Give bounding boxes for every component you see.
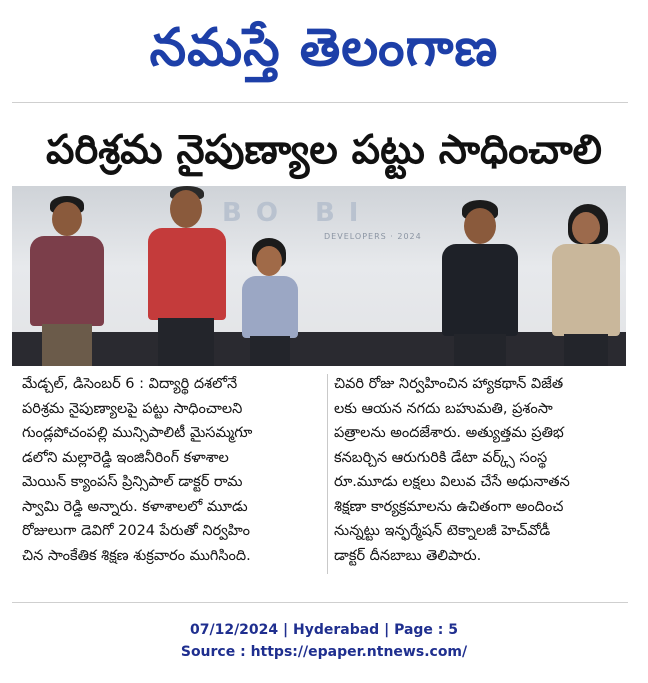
person-figure	[234, 238, 304, 366]
article-line: నున్నట్టు ఇన్ఫర్మేషన్ టెక్నాలజీ హెచ్‌వోడీ	[334, 523, 551, 539]
article-line: కనబర్చిన ఆరుగురికి డేటా వర్క్స్ సంస్థ	[334, 449, 548, 466]
footer-meta: 07/12/2024 | Hyderabad | Page : 5	[189, 622, 459, 638]
newspaper-name: నమస్తే తెలంగాణ	[149, 18, 499, 78]
article-line: రోజులుగా డెవిగో 2024 పేరుతో నిర్వహిం	[22, 523, 250, 539]
article-line: చివరి రోజు నిర్వహించిన హ్యాకథాన్ విజేత	[334, 376, 564, 392]
footer-source: Source : https://epaper.ntnews.com/	[180, 644, 468, 660]
article-column-right	[334, 372, 630, 568]
person-figure	[432, 200, 522, 366]
article-photo	[12, 186, 626, 366]
masthead	[0, 0, 648, 100]
article-line: డాక్టర్ దీనబాబు తెలిపారు.	[334, 547, 482, 564]
masthead-rule	[12, 102, 628, 103]
person-figure	[20, 196, 110, 366]
article-line: గుండ్లపోచంపల్లి మున్సిపాలిటీ మైసమ్మగూ	[22, 425, 253, 441]
article-line: పరిశ్రమ నైపుణ్యాలపై పట్టు సాధించాలని	[22, 400, 243, 417]
screen-subtext: DEVELOPERS · 2024	[324, 232, 422, 241]
article-line: పత్రాలను అందజేశారు. అత్యుత్తమ ప్రతిభ	[334, 425, 564, 441]
article-headline: పరిశ్రమ నైపుణ్యాల పట్టు సాధించాలి	[46, 127, 602, 173]
article-line: చిన సాంకేతిక శిక్షణ శుక్రవారం ముగిసింది.	[22, 547, 251, 564]
column-divider	[327, 374, 328, 574]
article-line: డలోని మల్లారెడ్డి ఇంజినీరింగ్ కళాశాల	[22, 449, 229, 466]
person-figure	[134, 186, 234, 366]
article-line: రూ.మూడు లక్షలు విలువ చేసే అధునాతన	[334, 474, 570, 490]
article-line: లకు ఆయన నగదు బహుమతి, ప్రశంసా	[334, 400, 553, 417]
article-line: స్వామి రెడ్డి అన్నారు. కళాశాలలో మూడు	[22, 498, 248, 515]
footer-rule	[12, 602, 628, 603]
article-line: మెయిన్ క్యాంపస్ ప్రిన్సిపాల్ డాక్టర్ రామ	[22, 474, 243, 490]
screen-text: BO BI	[222, 198, 373, 228]
article-line: శిక్షణా కార్యక్రమాలను ఉచితంగా అందించ	[334, 498, 564, 515]
article-line: మేడ్చల్, డిసెంబర్ 6 : విద్యార్థి దశలోనే	[22, 376, 238, 392]
article-column-left	[22, 372, 322, 568]
person-figure	[542, 204, 626, 366]
